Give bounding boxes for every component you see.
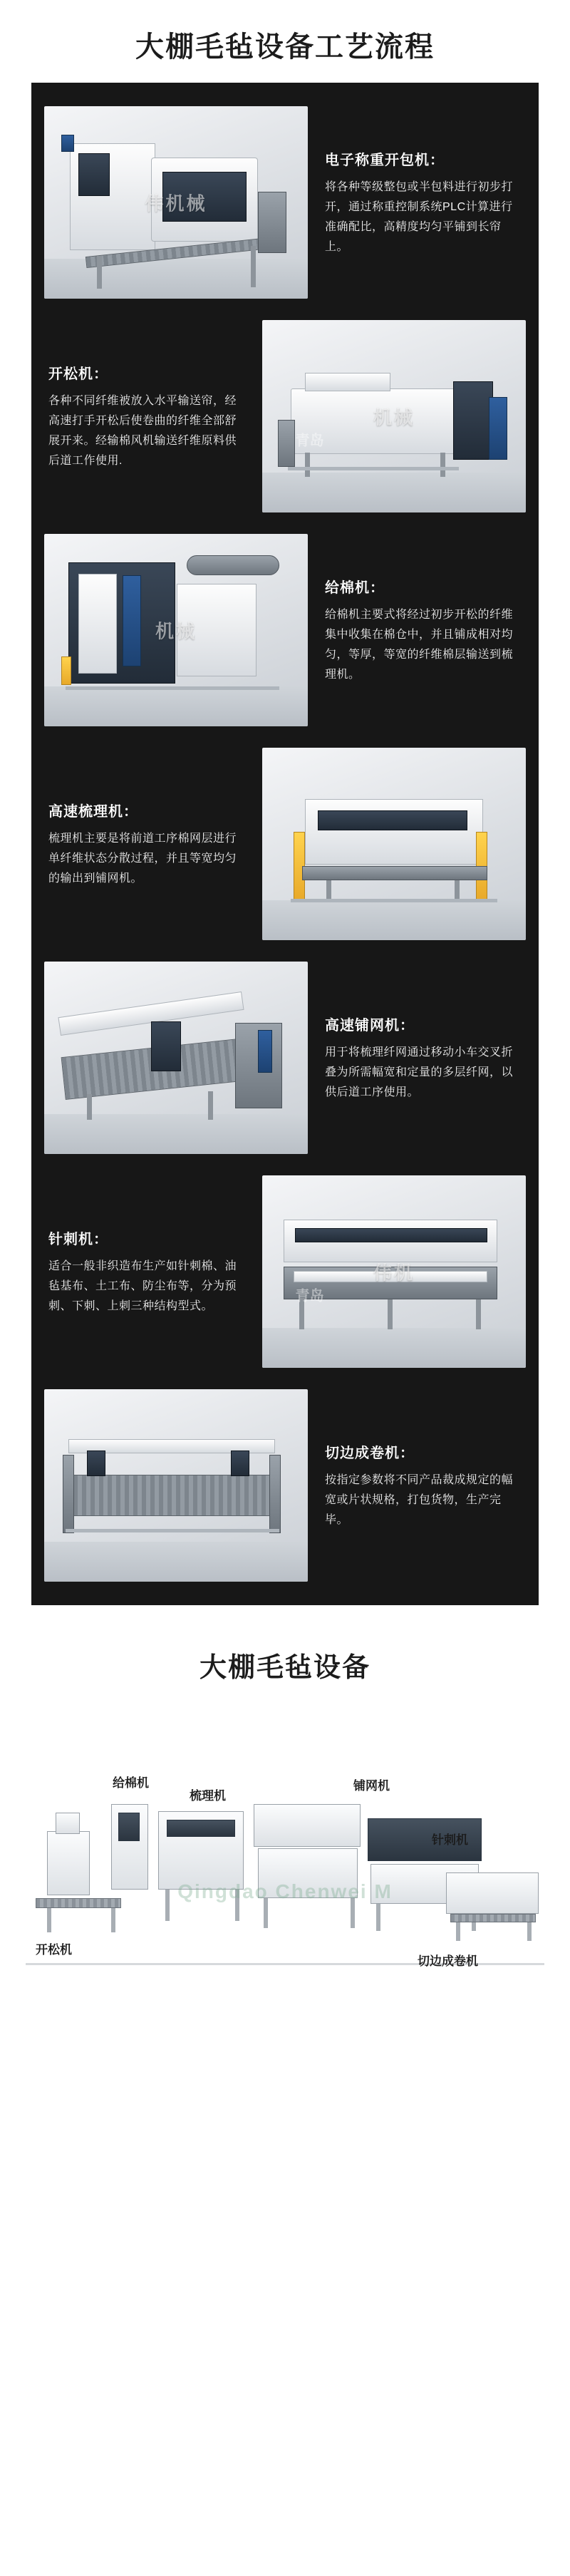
- photo-watermark-6b: 青岛: [295, 1288, 324, 1304]
- flow-item-desc-3: 给棉机主要式将经过初步开松的纤维集中收集在棉仓中，并且铺成相对均匀，等厚，等宽的纤维棉层输送到梳理机。: [325, 608, 514, 681]
- machine-photo-3: [44, 534, 308, 726]
- flow-item-4: [31, 737, 539, 951]
- callout-winder: 切边成卷机: [418, 1954, 478, 1968]
- flow-item-title-6: 针刺机：: [48, 1231, 108, 1247]
- flow-item-title-7: 切边成卷机：: [325, 1445, 415, 1461]
- production-line-figure: [19, 1697, 551, 2011]
- line-unit-winder: [446, 1872, 539, 1914]
- flow-item-desc-1: 将各种等级整包或半包料进行初步打开，通过称重控制系统PLC计算进行准确配比，高精度均匀平铺到长帘上。: [325, 180, 514, 253]
- flow-item-6: [31, 1165, 539, 1379]
- flow-item-3: [31, 523, 539, 737]
- flow-text-1: [308, 148, 526, 257]
- flow-item-title-5: 高速铺网机：: [325, 1017, 415, 1034]
- callout-feeder: 给棉机: [113, 1776, 149, 1790]
- photo-watermark-2b: 青岛: [295, 433, 324, 449]
- line-unit-lapper: [254, 1804, 361, 1847]
- flow-item-1: [31, 96, 539, 309]
- flow-item-2: [31, 309, 539, 523]
- machine-photo-4: [262, 748, 526, 940]
- line-unit-opener: [47, 1831, 90, 1895]
- machine-photo-6: [262, 1175, 526, 1368]
- page-title-block: [0, 0, 570, 83]
- callout-needle-loom: 针刺机: [432, 1833, 468, 1847]
- photo-watermark-2: 机械: [373, 406, 415, 428]
- flow-text-6: [44, 1227, 262, 1317]
- flow-item-desc-5: 用于将梳理纤网通过移动小车交叉折叠为所需幅宽和定量的多层纤网，以供后道工序使用。: [325, 1046, 514, 1098]
- flow-text-5: [308, 1014, 526, 1103]
- flow-item-5: [31, 951, 539, 1165]
- bottom-section-title: 大棚毛毡设备: [199, 1653, 370, 1683]
- process-flow-panel: [31, 83, 539, 1605]
- flow-item-7: [31, 1379, 539, 1592]
- flow-item-desc-7: 按指定参数将不同产品裁成规定的幅宽或片状规格，打包货物，生产完毕。: [325, 1473, 514, 1526]
- flow-item-title-1: 电子称重开包机：: [325, 152, 445, 168]
- flow-item-desc-4: 梳理机主要是将前道工序棉网层进行单纤维状态分散过程，并且等宽均匀的输出到铺网机。: [48, 832, 237, 885]
- photo-watermark-3: 机械: [155, 620, 197, 642]
- flow-item-desc-6: 适合一般非织造布生产如针刺棉、油毡基布、土工布、防尘布等，分为预刺、下刺、上刺三种结构型式。: [48, 1259, 237, 1312]
- flow-text-3: [308, 576, 526, 685]
- callout-lapper: 铺网机: [353, 1779, 390, 1793]
- flow-item-title-4: 高速梳理机：: [48, 803, 138, 820]
- flow-item-title-2: 开松机：: [48, 366, 108, 382]
- flow-text-2: [44, 362, 262, 471]
- photo-watermark-1: 伟机械: [145, 192, 207, 215]
- figure-watermark: Qingdao Chenwei M: [177, 1880, 393, 1902]
- flow-item-desc-2: 各种不同纤维被放入水平输送帘，经高速打手开松后使卷曲的纤维全部舒展开来。经输棉风机输送纤维原料供后道工作使用.: [48, 394, 237, 467]
- photo-watermark-6: 伟机: [373, 1262, 415, 1284]
- flow-text-4: [44, 800, 262, 889]
- flow-text-7: [308, 1441, 526, 1530]
- machine-photo-1: [44, 106, 308, 299]
- machine-photo-7: [44, 1389, 308, 1582]
- page-title: 大棚毛毡设备工艺流程: [135, 31, 435, 63]
- flow-item-title-3: 给棉机：: [325, 579, 385, 596]
- callout-carding: 梳理机: [190, 1789, 226, 1803]
- callout-opener: 开松机: [36, 1943, 72, 1957]
- machine-photo-2: [262, 320, 526, 512]
- machine-photo-5: [44, 962, 308, 1154]
